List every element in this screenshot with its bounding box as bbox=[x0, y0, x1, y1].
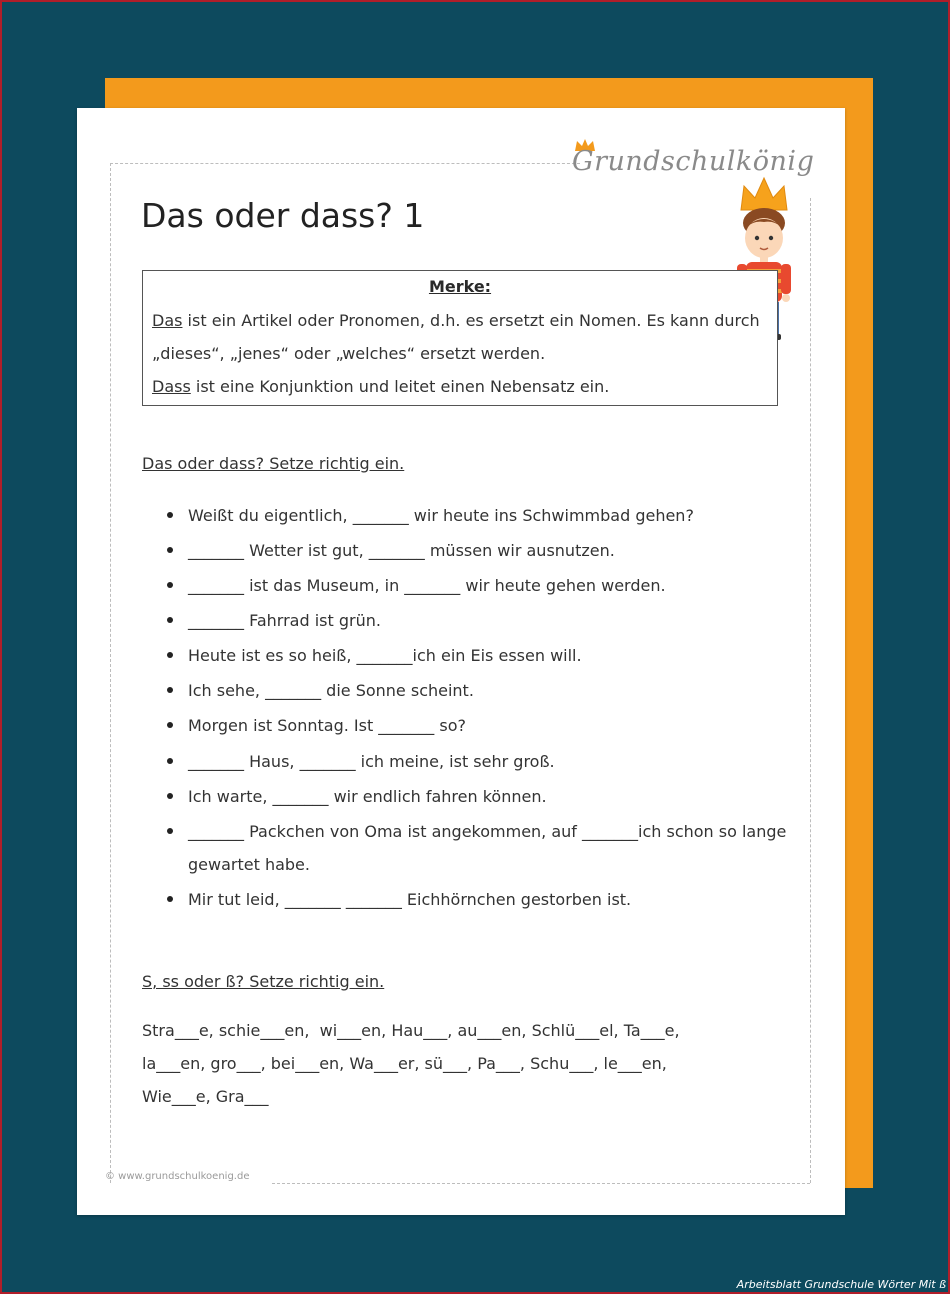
exercise-line: Wie___e, Gra___ bbox=[142, 1087, 269, 1106]
merke-line-replace: „dieses“, „jenes“ oder „welches“ ersetzt werden. bbox=[152, 344, 546, 363]
worksheet-page: Grundschulkönig Das oder dass? 1 Merke: Das ist ein Artikel oder Pronomen, d.h. es ersetzt ein Nomen. Es kann durch „dieses“, „jenes“ oder „welches“ ersetzt werden. Dass ist eine Konjunktion und leitet einen Nebensatz ein. Das oder dass? Setze richtig ein. Weißt du eigentlich, _______ wir heute ins Schwimmbad gehen? _______ Wetter ist gut, _______ müssen wir ausnutzen. _______ ist das Museum, in _______ wir heute gehen werden. _______ Fahrrad ist grün. Heute ist es so heiß, _______ich ein Eis essen will. Ich sehe, _______ die Sonne scheint. Morgen ist Sonntag. Ist _______ so? _______ Haus, _______ ich meine, ist sehr groß. Ich warte, _______ wir endlich fahren können. _______ Packchen von Oma ist angekommen, auf _______ich schon so lange gewartet habe. Mir tut leid, _______ _______ Eichhörnchen gestorben ist. S, ss oder ß? Setze richtig ein. Stra___e, schie___en, wi___en, Hau___, au___en, Schlü___el, Ta___e, la___en, gro___, bei___en, Wa___er, sü___, Pa___, Schu___, le___en, Wie___e, Gra___ © www.grundschulkoenig.de bbox=[77, 108, 845, 1215]
dashed-border-right bbox=[810, 198, 811, 1183]
bullet-icon bbox=[167, 512, 173, 518]
page-title: Das oder dass? 1 bbox=[141, 196, 425, 235]
bullet-icon bbox=[167, 758, 173, 764]
section-das-dass-heading: Das oder dass? Setze richtig ein. bbox=[142, 454, 405, 473]
logo-text: Grundschulkönig bbox=[572, 146, 815, 177]
exercise-line: la___en, gro___, bei___en, Wa___er, sü___, Pa___, Schu___, le___en, bbox=[142, 1054, 667, 1073]
merke-line-das-text: ist ein Artikel oder Pronomen, d.h. es ersetzt ein Nomen. Es kann durch bbox=[182, 311, 760, 330]
bullet-icon bbox=[167, 617, 173, 623]
image-caption: Arbeitsblatt Grundschule Wörter Mit ß bbox=[736, 1278, 946, 1291]
keyword-dass: Dass bbox=[152, 377, 191, 396]
merke-box bbox=[142, 270, 778, 406]
footer-copyright: © www.grundschulkoenig.de bbox=[105, 1171, 250, 1182]
section-s-ss-heading: S, ss oder ß? Setze richtig ein. bbox=[142, 972, 385, 991]
exercise-line: Stra___e, schie___en, wi___en, Hau___, au___en, Schlü___el, Ta___e, bbox=[142, 1021, 680, 1040]
bullet-icon bbox=[167, 547, 173, 553]
merke-line-dass bbox=[152, 377, 609, 396]
bullet-icon bbox=[167, 828, 173, 834]
bullet-icon bbox=[167, 687, 173, 693]
dashed-border-left bbox=[110, 163, 111, 1183]
keyword-das: Das bbox=[152, 311, 183, 330]
merke-heading: Merke: bbox=[428, 277, 492, 296]
bullet-icon bbox=[167, 582, 173, 588]
bullet-icon bbox=[167, 896, 173, 902]
bullet-icon bbox=[167, 722, 173, 728]
bullet-icon bbox=[167, 652, 173, 658]
dashed-border-top bbox=[110, 163, 580, 164]
merke-line-das bbox=[152, 311, 760, 330]
dashed-border-bottom bbox=[272, 1183, 810, 1184]
bullet-icon bbox=[167, 793, 173, 799]
merke-line-dass-text: ist eine Konjunktion und leitet einen Nebensatz ein. bbox=[190, 377, 610, 396]
